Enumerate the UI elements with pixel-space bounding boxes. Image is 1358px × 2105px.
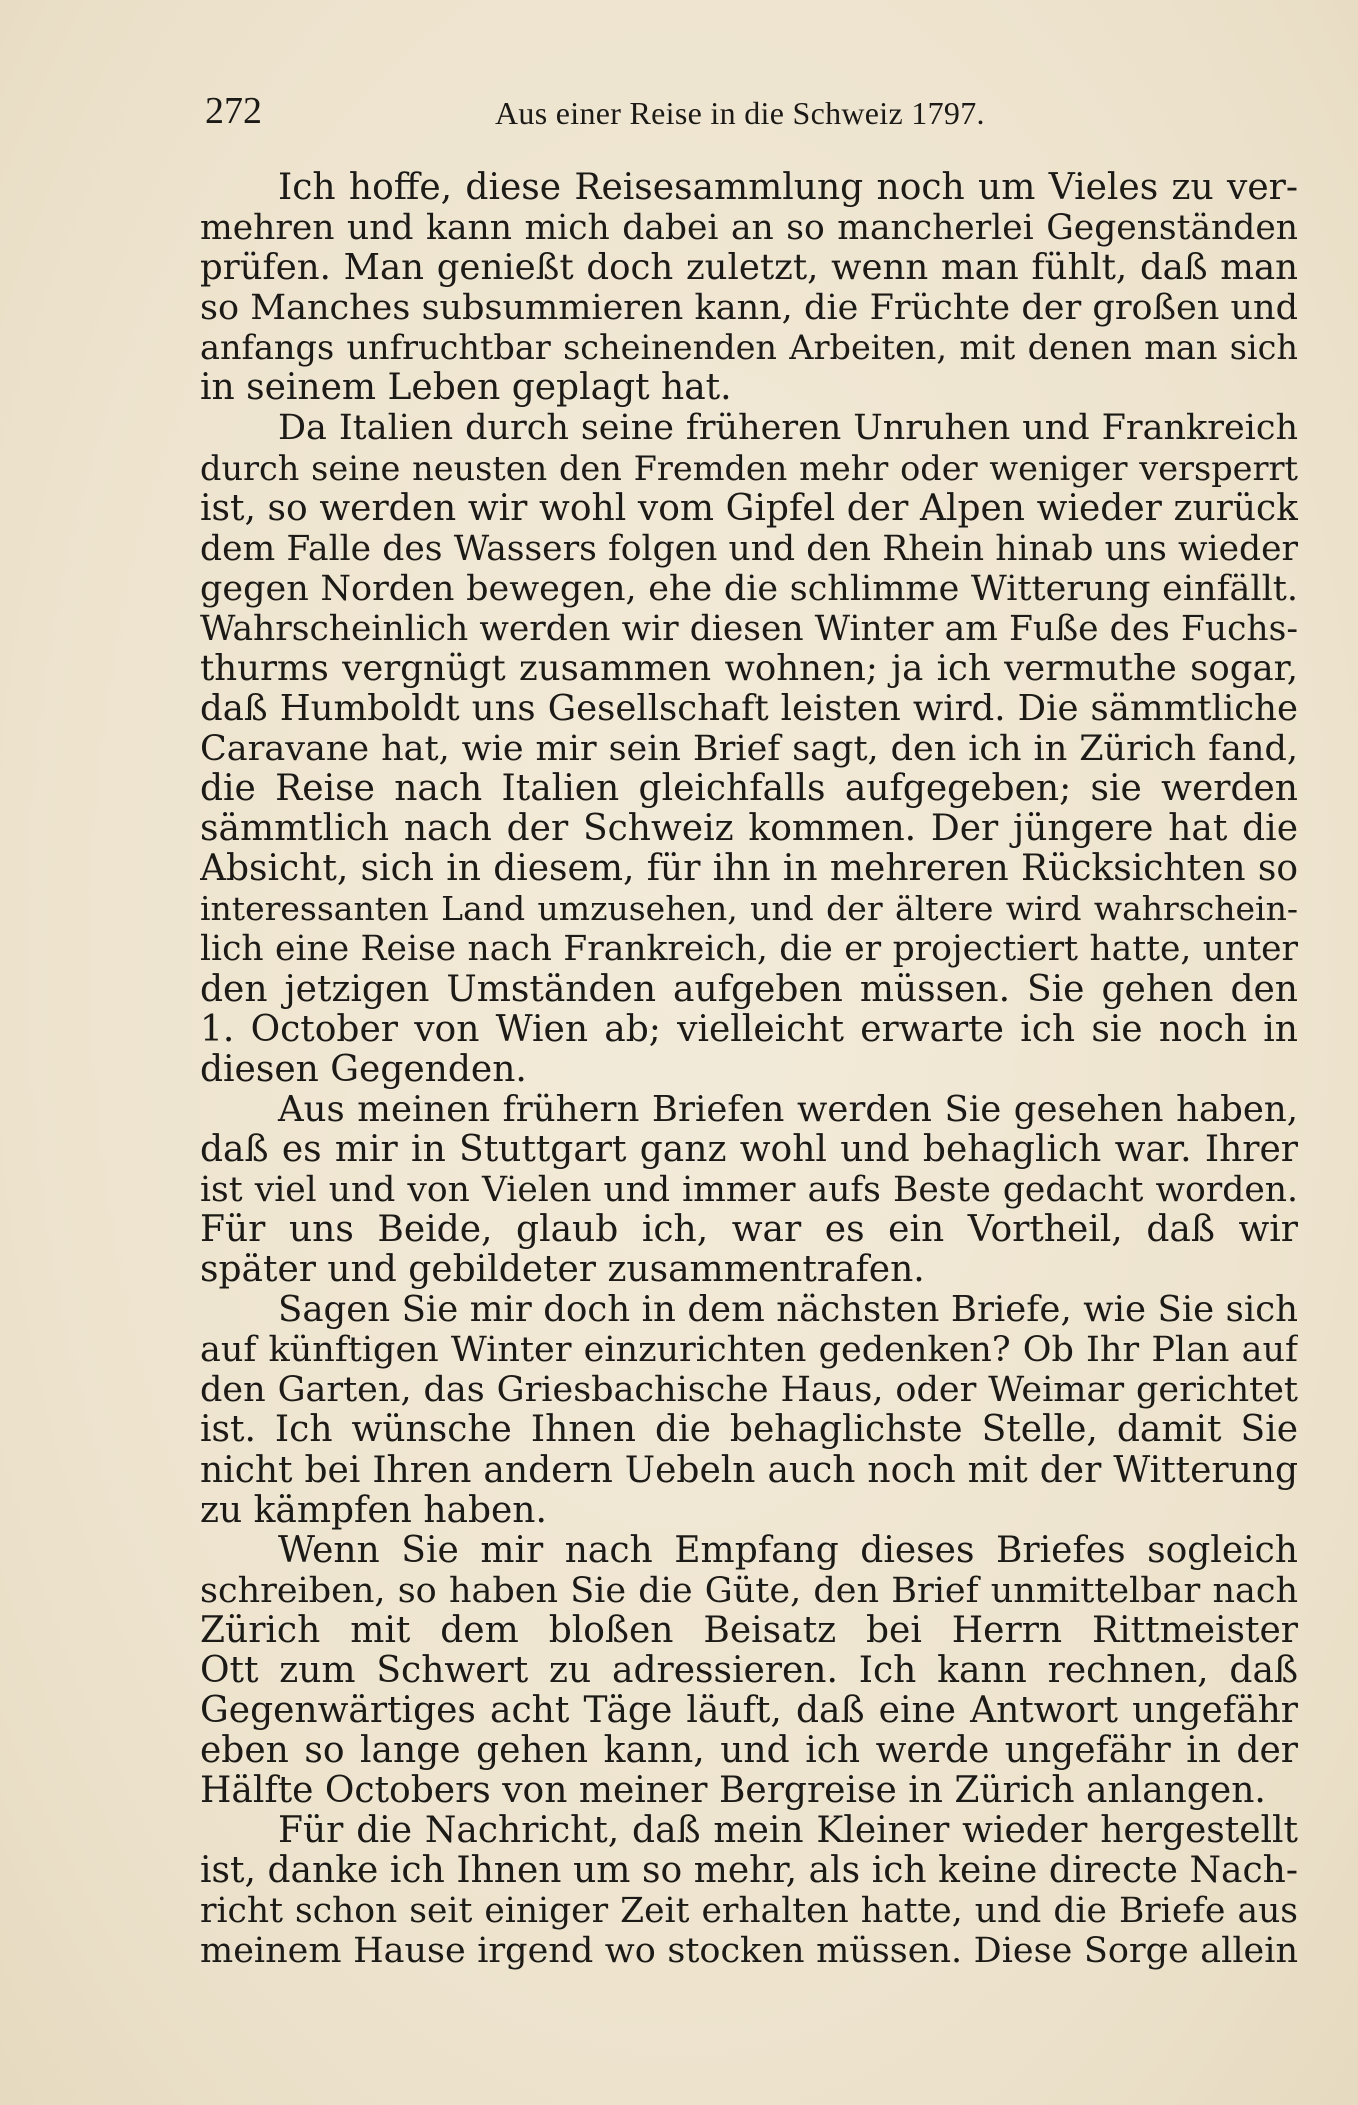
page-header xyxy=(205,86,1295,136)
text-line: daß Humboldt uns Gesellschaft leisten wird. Die sämmtliche xyxy=(200,689,1298,730)
text-line: sämmtlich nach der Schweiz kommen. Der jüngere hat die xyxy=(200,809,1298,850)
text-line: den jetzigen Umständen aufgeben müssen. Sie gehen den xyxy=(200,969,1298,1010)
text-line: Sagen Sie mir doch in dem nächsten Briefe, wie Sie sich xyxy=(278,1290,1298,1331)
text-line: Hälfte Octobers von meiner Bergreise in Zürich anlangen. xyxy=(200,1771,1266,1812)
text-line: gegen Norden bewegen, ehe die schlimme Witterung einfällt. xyxy=(200,568,1298,609)
text-line: dem Falle des Wassers folgen und den Rhein hinab uns wieder xyxy=(200,528,1298,569)
text-line: thurms vergnügt zusammen wohnen; ja ich vermuthe sogar, xyxy=(200,648,1298,689)
body-text xyxy=(200,168,1298,1972)
text-line: Ich hoffe, diese Reisesammlung noch um Vieles zu ver- xyxy=(278,168,1298,208)
text-line: in seinem Leben geplagt hat. xyxy=(200,368,732,409)
text-line: zu kämpfen haben. xyxy=(200,1490,547,1531)
text-line: meinem Hause irgend wo stocken müssen. Diese Sorge allein xyxy=(200,1931,1298,1972)
text-line: Da Italien durch seine früheren Unruhen und Frankreich xyxy=(278,408,1298,449)
text-line: eben so lange gehen kann, und ich werde ungefähr in der xyxy=(200,1731,1298,1772)
text-line: ist. Ich wünsche Ihnen die behaglichste Stelle, damit Sie xyxy=(200,1410,1298,1451)
text-line: prüfen. Man genießt doch zuletzt, wenn man fühlt, daß man xyxy=(200,248,1298,289)
text-line: ist, danke ich Ihnen um so mehr, als ich keine directe Nach- xyxy=(200,1851,1298,1892)
text-line: durch seine neusten den Fremden mehr oder weniger versperrt xyxy=(200,448,1298,488)
text-line: Absicht, sich in diesem, für ihn in mehreren Rücksichten so xyxy=(200,849,1298,890)
text-line: ist viel und von Vielen und immer aufs Beste gedacht worden. xyxy=(200,1169,1298,1210)
text-line: Wahrscheinlich werden wir diesen Winter am Fuße des Fuchs- xyxy=(200,608,1298,649)
text-line: mehren und kann mich dabei an so mancherlei Gegenständen xyxy=(200,208,1298,249)
text-line: den Garten, das Griesbachische Haus, oder Weimar gerichtet xyxy=(200,1370,1298,1411)
text-line: Wenn Sie mir nach Empfang dieses Briefes sogleich xyxy=(278,1530,1298,1571)
text-line: schreiben, so haben Sie die Güte, den Brief unmittelbar nach xyxy=(200,1570,1298,1611)
text-line: 1. October von Wien ab; vielleicht erwarte ich sie noch in xyxy=(200,1009,1298,1050)
text-line: später und gebildeter zusammentrafen. xyxy=(200,1250,925,1291)
text-line: interessanten Land umzusehen, und der ältere wird wahrschein- xyxy=(200,889,1298,929)
text-line: richt schon seit einiger Zeit erhalten hatte, und die Briefe aus xyxy=(200,1891,1298,1932)
text-line: daß es mir in Stuttgart ganz wohl und behaglich war. Ihrer xyxy=(200,1129,1298,1170)
text-line: Für uns Beide, glaub ich, war es ein Vortheil, daß wir xyxy=(200,1210,1298,1251)
text-line: Für die Nachricht, daß mein Kleiner wieder hergestellt xyxy=(278,1811,1298,1852)
text-line: Zürich mit dem bloßen Beisatz bei Herrn Rittmeister xyxy=(200,1610,1298,1651)
text-line: so Manches subsummieren kann, die Früchte der großen und xyxy=(200,288,1298,329)
text-line: nicht bei Ihren andern Uebeln auch noch mit der Witterung xyxy=(200,1450,1298,1491)
text-line: Caravane hat, wie mir sein Brief sagt, den ich in Zürich fand, xyxy=(200,729,1298,770)
text-line: diesen Gegenden. xyxy=(200,1049,527,1090)
running-title: Aus einer Reise in die Schweiz 1797. xyxy=(495,95,985,131)
text-line: auf künftigen Winter einzurichten gedenken? Ob Ihr Plan auf xyxy=(200,1330,1298,1371)
text-line: ist, so werden wir wohl vom Gipfel der Alpen wieder zurück xyxy=(200,488,1298,529)
text-line: Gegenwärtiges acht Täge läuft, daß eine Antwort ungefähr xyxy=(200,1690,1298,1731)
text-line: die Reise nach Italien gleichfalls aufgegeben; sie werden xyxy=(200,769,1298,810)
text-line: anfangs unfruchtbar scheinenden Arbeiten, mit denen man sich xyxy=(200,328,1298,368)
text-line: lich eine Reise nach Frankreich, die er projectiert hatte, unter xyxy=(200,929,1298,970)
text-line: Aus meinen frühern Briefen werden Sie gesehen haben, xyxy=(278,1089,1298,1130)
text-line: Ott zum Schwert zu adressieren. Ich kann rechnen, daß xyxy=(200,1650,1298,1691)
page-number: 272 xyxy=(205,90,262,132)
